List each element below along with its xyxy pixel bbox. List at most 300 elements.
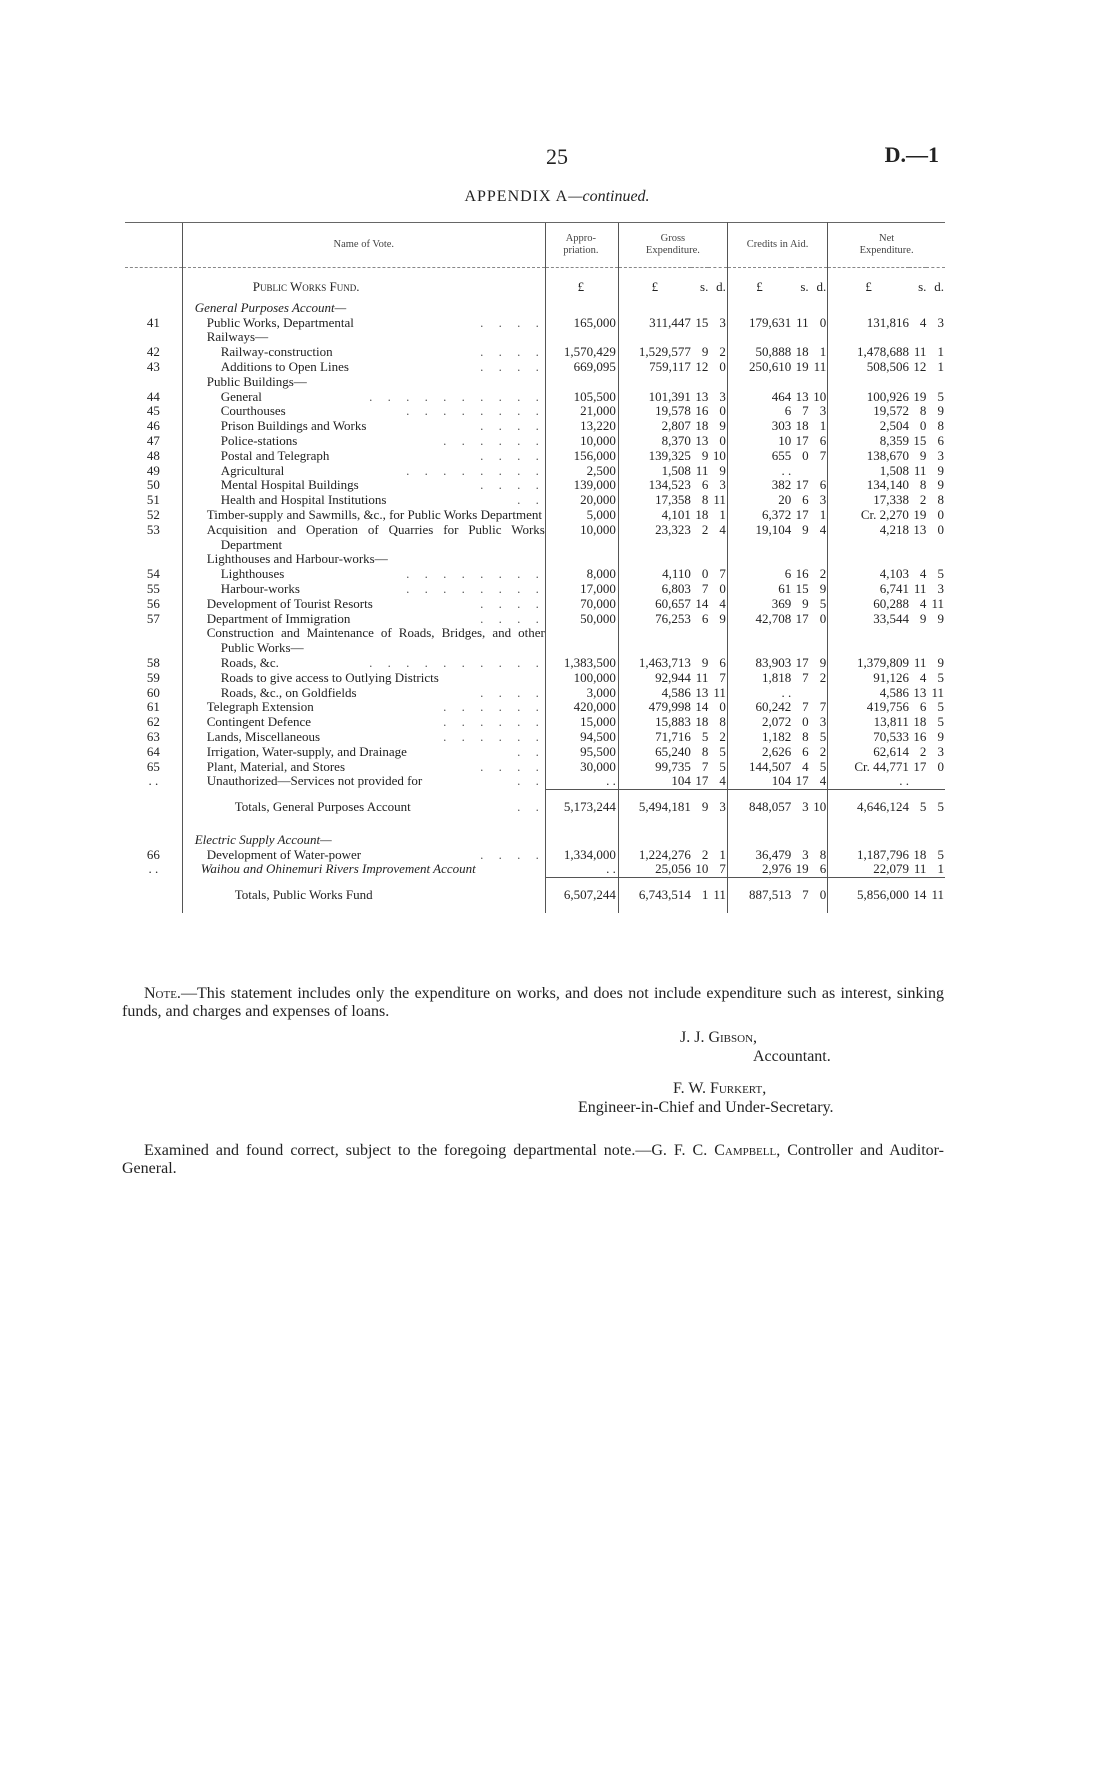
empty-cell bbox=[791, 626, 808, 656]
empty-cell bbox=[791, 301, 808, 316]
table-row bbox=[125, 330, 945, 345]
net-pounds-cell: 1,379,809 bbox=[856, 654, 909, 670]
net-shillings-cell: 11 bbox=[913, 580, 927, 596]
credits-pounds-cell: 20 bbox=[778, 492, 792, 508]
col-header-appropriation: Appro- priation. bbox=[545, 223, 618, 268]
empty-cell bbox=[708, 825, 727, 848]
leader-dots: . . . . . . bbox=[443, 714, 545, 730]
empty-cell bbox=[691, 330, 708, 345]
net-pence-cell: 9 bbox=[937, 610, 944, 626]
table-row bbox=[125, 552, 945, 567]
net-pence-cell: 5 bbox=[926, 790, 945, 825]
vote-name: Waihou and Ohinemuri Rivers Improvement Account bbox=[200, 861, 476, 877]
net-pence-cell: 9 bbox=[937, 654, 944, 670]
gross-shillings-cell: 18 bbox=[695, 714, 709, 730]
net-pence-cell: 0 bbox=[937, 521, 944, 537]
vote-name: Public Buildings— bbox=[206, 373, 307, 389]
vote-name: Development of Tourist Resorts bbox=[206, 595, 373, 611]
table-row bbox=[125, 567, 945, 582]
gross-pounds-cell: 104 bbox=[618, 774, 691, 789]
credits-pounds-cell: . . bbox=[781, 462, 792, 478]
unit-label: d. bbox=[934, 279, 944, 294]
gross-pence-cell: 7 bbox=[708, 567, 727, 582]
credits-shillings-cell: 6 bbox=[802, 743, 809, 759]
net-pence-cell: 11 bbox=[931, 684, 944, 700]
credits-pence-cell: 4 bbox=[809, 774, 828, 789]
leader-dots: . . . . . . . . . . bbox=[369, 654, 545, 670]
electric-account-title: Electric Supply Account— bbox=[194, 831, 332, 847]
net-pence-cell: 5 bbox=[937, 699, 944, 715]
credits-pence-cell bbox=[809, 464, 828, 479]
credits-pounds-cell: 60,242 bbox=[755, 699, 792, 715]
vote-name: Construction and Maintenance of Roads, Bridges, and other Public Works— bbox=[206, 625, 545, 656]
vote-name-cell bbox=[182, 686, 545, 701]
gross-pence-cell: 2 bbox=[708, 730, 727, 745]
empty-cell bbox=[791, 825, 808, 848]
credits-pence-cell: 8 bbox=[809, 848, 828, 863]
vote-name: Railway-construction bbox=[220, 344, 333, 360]
credits-shillings-cell: 7 bbox=[791, 878, 808, 913]
vote-name-cell bbox=[182, 626, 545, 656]
empty-cell bbox=[828, 626, 909, 656]
gross-pounds-cell: 2,807 bbox=[618, 419, 691, 434]
gross-pounds-cell: 6,743,514 bbox=[618, 878, 691, 913]
gross-shillings-cell: 9 bbox=[691, 790, 708, 825]
net-shillings-cell: 13 bbox=[913, 684, 927, 700]
credits-shillings-cell bbox=[791, 686, 808, 701]
net-shillings-cell: 4 bbox=[919, 595, 927, 611]
gross-pence-cell: 4 bbox=[708, 597, 727, 612]
vote-number bbox=[125, 552, 182, 567]
net-pounds-cell: 8,359 bbox=[879, 432, 909, 448]
gross-pence-cell: 4 bbox=[708, 523, 727, 553]
credits-shillings-cell: 18 bbox=[795, 418, 809, 434]
credits-pounds-cell: 83,903 bbox=[755, 654, 792, 670]
table-row bbox=[125, 745, 945, 760]
credits-pence-cell: 6 bbox=[809, 434, 828, 449]
credits-pence-cell: 7 bbox=[809, 449, 828, 464]
credits-shillings-cell: 9 bbox=[802, 521, 809, 537]
leader-dots: . . . . bbox=[480, 418, 545, 434]
unit-label: s. bbox=[800, 279, 809, 294]
credits-pence-cell: 5 bbox=[809, 760, 828, 775]
vote-name-cell bbox=[182, 464, 545, 479]
appropriation-cell: 70,000 bbox=[545, 597, 618, 612]
vote-name-cell bbox=[182, 567, 545, 582]
gross-shillings-cell: 16 bbox=[695, 403, 709, 419]
gross-pounds-cell: 92,944 bbox=[618, 671, 691, 686]
leader-dots: . . . . bbox=[480, 344, 545, 360]
net-shillings-cell: 11 bbox=[913, 344, 927, 360]
net-shillings-cell: 4 bbox=[919, 314, 927, 330]
gross-pounds-cell: 479,998 bbox=[618, 700, 691, 715]
appendix-title: APPENDIX A—continued. bbox=[464, 188, 650, 205]
vote-number: 46 bbox=[146, 418, 160, 434]
net-pence-cell: 3 bbox=[937, 447, 944, 463]
gross-pounds-cell: 134,523 bbox=[618, 478, 691, 493]
gross-shillings-cell: 8 bbox=[701, 743, 709, 759]
net-shillings-cell: 19 bbox=[913, 506, 927, 522]
leader-dots: . . . . bbox=[480, 595, 545, 611]
vote-name: Agricultural bbox=[220, 462, 285, 478]
vote-name-cell bbox=[182, 360, 545, 375]
empty-cell bbox=[809, 375, 828, 390]
unit-pound: £ bbox=[545, 268, 618, 301]
table-row bbox=[125, 449, 945, 464]
totals-general-row bbox=[125, 790, 945, 825]
net-pence-cell: 5 bbox=[937, 669, 944, 685]
net-pounds-cell: 134,140 bbox=[866, 477, 909, 493]
empty-cell bbox=[691, 626, 708, 656]
empty-cell bbox=[727, 330, 791, 345]
net-shillings-cell: 12 bbox=[913, 358, 927, 374]
unit-label: d. bbox=[708, 268, 727, 301]
leader-dots: . . . . bbox=[480, 314, 545, 330]
net-shillings-cell: 18 bbox=[913, 714, 927, 730]
appropriation-cell: 2,500 bbox=[545, 464, 618, 479]
col-header-net: Net Expenditure. bbox=[828, 223, 945, 268]
gross-shillings-cell: 13 bbox=[695, 388, 709, 404]
vote-number bbox=[125, 330, 182, 345]
appropriation-cell bbox=[545, 375, 618, 390]
vote-number: 58 bbox=[146, 654, 160, 670]
vote-name-cell bbox=[182, 316, 545, 331]
empty-cell bbox=[708, 375, 727, 390]
gross-shillings-cell: 2 bbox=[701, 521, 709, 537]
gross-shillings-cell: 6 bbox=[701, 477, 709, 493]
vote-number: 53 bbox=[146, 521, 160, 537]
appropriation-cell: 10,000 bbox=[545, 434, 618, 449]
appropriation-cell: 1,570,429 bbox=[545, 345, 618, 360]
empty-cell bbox=[708, 626, 727, 656]
gross-shillings-cell: 17 bbox=[695, 773, 709, 789]
note-lead: Note. bbox=[144, 985, 181, 1002]
credits-shillings-cell: 3 bbox=[791, 790, 808, 825]
empty-cell bbox=[708, 552, 727, 567]
net-pounds-cell: 5,856,000 bbox=[828, 878, 909, 913]
gross-pence-cell: 11 bbox=[708, 878, 727, 913]
credits-shillings-cell: 17 bbox=[795, 432, 809, 448]
empty-cell bbox=[618, 301, 691, 316]
credits-shillings-cell: 17 bbox=[795, 773, 809, 789]
vote-name: Mental Hospital Buildings bbox=[220, 477, 359, 493]
credits-pence-cell: 11 bbox=[809, 360, 828, 375]
vote-number: 66 bbox=[146, 846, 160, 862]
gross-shillings-cell: 9 bbox=[701, 447, 709, 463]
credits-pence-cell: 3 bbox=[809, 715, 828, 730]
vote-number: 51 bbox=[146, 492, 160, 508]
appropriation-cell: 50,000 bbox=[545, 612, 618, 627]
gross-shillings-cell: 12 bbox=[695, 358, 709, 374]
net-pence-cell: 1 bbox=[937, 358, 944, 374]
gross-pence-cell: 5 bbox=[708, 745, 727, 760]
total-label: Totals, General Purposes Account bbox=[234, 798, 411, 814]
unit-label: £ bbox=[618, 268, 691, 301]
net-pounds-cell: 4,586 bbox=[879, 684, 909, 700]
gross-shillings-cell: 7 bbox=[701, 580, 709, 596]
gross-pounds-cell: 60,657 bbox=[618, 597, 691, 612]
credits-pounds-cell: 887,513 bbox=[727, 878, 791, 913]
empty-cell bbox=[618, 626, 691, 656]
credits-pounds-cell: 848,057 bbox=[727, 790, 791, 825]
empty-cell bbox=[909, 301, 926, 316]
fund-title: Public Works Fund. bbox=[252, 279, 360, 294]
gross-pounds-cell: 65,240 bbox=[618, 745, 691, 760]
gross-pence-cell: 6 bbox=[708, 656, 727, 671]
gross-pounds-cell: 25,056 bbox=[618, 862, 691, 877]
net-shillings-cell: 4 bbox=[919, 566, 927, 582]
vote-name: Contingent Defence bbox=[206, 714, 312, 730]
vote-name: Roads, &c., on Goldfields bbox=[220, 684, 357, 700]
net-pounds-cell: Cr. 44,771 bbox=[854, 758, 909, 774]
gross-pounds-cell: 6,803 bbox=[618, 582, 691, 597]
credits-pence-cell: 2 bbox=[809, 671, 828, 686]
credits-pounds-cell: 655 bbox=[771, 447, 792, 463]
empty-cell bbox=[909, 552, 926, 567]
gross-pounds-cell: 1,463,713 bbox=[618, 656, 691, 671]
net-pence-cell: 6 bbox=[937, 432, 944, 448]
vote-name-cell bbox=[182, 597, 545, 612]
net-shillings-cell: 16 bbox=[913, 728, 927, 744]
gross-pence-cell: 0 bbox=[708, 404, 727, 419]
empty-cell bbox=[691, 375, 708, 390]
net-shillings-cell: 0 bbox=[919, 418, 927, 434]
credits-pence-cell: 2 bbox=[809, 745, 828, 760]
net-pounds-cell: 13,811 bbox=[873, 714, 909, 730]
table-row bbox=[125, 700, 945, 715]
vote-name: Unauthorized—Services not provided for bbox=[206, 773, 423, 789]
empty-cell bbox=[828, 301, 909, 316]
credits-shillings-cell: 0 bbox=[802, 447, 809, 463]
vote-name-cell bbox=[182, 478, 545, 493]
vote-name-cell bbox=[182, 330, 545, 345]
credits-shillings-cell: 13 bbox=[795, 388, 809, 404]
page-number: 25 bbox=[546, 144, 568, 169]
table-row bbox=[125, 508, 945, 523]
gross-shillings-cell: 5 bbox=[701, 728, 709, 744]
credits-pence-cell: 9 bbox=[809, 656, 828, 671]
empty-cell bbox=[618, 330, 691, 345]
credits-pence-cell: 0 bbox=[809, 878, 828, 913]
gross-pence-cell: 0 bbox=[708, 434, 727, 449]
empty-cell bbox=[727, 375, 791, 390]
vote-number bbox=[125, 626, 182, 656]
net-shillings-cell: 8 bbox=[919, 403, 927, 419]
gross-pounds-cell: 8,370 bbox=[618, 434, 691, 449]
credits-shillings-cell: 7 bbox=[802, 403, 809, 419]
empty-cell bbox=[791, 552, 808, 567]
net-pounds-cell: 419,756 bbox=[866, 699, 909, 715]
credits-pounds-cell: 42,708 bbox=[755, 610, 792, 626]
gross-shillings-cell: 1 bbox=[691, 878, 708, 913]
unit-label: s. bbox=[700, 279, 709, 294]
net-pounds-cell: 19,572 bbox=[873, 403, 909, 419]
credits-shillings-cell: 7 bbox=[802, 699, 809, 715]
net-pence-cell: 0 bbox=[937, 758, 944, 774]
net-pounds-cell: 138,670 bbox=[866, 447, 909, 463]
note-text: —This statement includes only the expenditure on works, and does not include expenditure such as interest, sinking funds, and charges and expenses of loans. bbox=[122, 985, 944, 1020]
credits-pounds-cell: 6 bbox=[784, 403, 792, 419]
credits-shillings-cell: 15 bbox=[795, 580, 809, 596]
net-shillings-cell: 2 bbox=[919, 743, 927, 759]
vote-number: 48 bbox=[146, 447, 160, 463]
net-pounds-cell: 1,508 bbox=[879, 462, 909, 478]
credits-pence-cell: 0 bbox=[809, 316, 828, 331]
net-pence-cell: 0 bbox=[937, 506, 944, 522]
credits-pounds-cell: 464 bbox=[771, 388, 792, 404]
table-row bbox=[125, 760, 945, 775]
credits-pounds-cell: 61 bbox=[778, 580, 792, 596]
appropriation-cell: 30,000 bbox=[545, 760, 618, 775]
net-pounds-cell: Cr. 2,270 bbox=[860, 506, 909, 522]
net-pounds-cell: 2,504 bbox=[879, 418, 909, 434]
gross-pounds-cell: 4,101 bbox=[618, 508, 691, 523]
account-title-row bbox=[125, 301, 945, 316]
vote-name: Public Works, Departmental bbox=[206, 314, 354, 330]
credits-pence-cell: 1 bbox=[809, 419, 828, 434]
net-shillings-cell: 13 bbox=[913, 521, 927, 537]
appropriation-cell bbox=[545, 552, 618, 567]
vote-name-cell bbox=[182, 730, 545, 745]
credits-pence-cell: 10 bbox=[809, 390, 828, 405]
net-pence-cell: 3 bbox=[937, 743, 944, 759]
net-pence-cell: 9 bbox=[937, 403, 944, 419]
auditor-name: Campbell, bbox=[714, 1142, 781, 1159]
appropriation-cell: 8,000 bbox=[545, 567, 618, 582]
gross-shillings-cell: 13 bbox=[695, 684, 709, 700]
leader-dots: . . . . . . . . bbox=[406, 403, 545, 419]
credits-pence-cell: 0 bbox=[809, 612, 828, 627]
credits-pounds-cell: . . bbox=[781, 684, 792, 700]
leader-dots: . . bbox=[517, 798, 545, 814]
gross-shillings-cell: 0 bbox=[701, 566, 709, 582]
gross-shillings-cell: 7 bbox=[701, 758, 709, 774]
appropriation-cell: 17,000 bbox=[545, 582, 618, 597]
net-shillings-cell: 19 bbox=[913, 388, 927, 404]
appropriation-cell: 10,000 bbox=[545, 523, 618, 553]
gross-pounds-cell: 17,358 bbox=[618, 493, 691, 508]
empty-cell bbox=[727, 626, 791, 656]
gross-shillings-cell: 11 bbox=[695, 669, 709, 685]
net-pence-cell: 5 bbox=[937, 388, 944, 404]
table-row bbox=[125, 345, 945, 360]
vote-number: 49 bbox=[146, 462, 160, 478]
empty-cell bbox=[809, 552, 828, 567]
leader-dots: . . . . . . . . . . bbox=[369, 388, 545, 404]
gross-shillings-cell: 6 bbox=[701, 610, 709, 626]
credits-pence-cell: 1 bbox=[809, 508, 828, 523]
empty-cell bbox=[926, 375, 945, 390]
credits-pence-cell: 5 bbox=[809, 730, 828, 745]
empty-cell bbox=[926, 825, 945, 848]
empty-cell bbox=[791, 330, 808, 345]
note-paragraph bbox=[122, 985, 944, 1021]
table-row bbox=[125, 862, 945, 877]
vote-name-cell bbox=[182, 656, 545, 671]
leader-dots: . . . . . . bbox=[443, 728, 545, 744]
gross-pounds-cell: 19,578 bbox=[618, 404, 691, 419]
appropriation-cell: 13,220 bbox=[545, 419, 618, 434]
net-shillings-cell: 2 bbox=[919, 492, 927, 508]
net-shillings-cell: 9 bbox=[919, 610, 927, 626]
gross-pence-cell: 3 bbox=[708, 790, 727, 825]
empty-cell bbox=[791, 375, 808, 390]
appropriation-cell: 100,000 bbox=[545, 671, 618, 686]
leader-dots: . . . . . . . . bbox=[406, 462, 545, 478]
net-pence-cell: 8 bbox=[937, 492, 944, 508]
leader-dots: . . . . . . . . bbox=[406, 566, 545, 582]
appropriation-cell: 1,383,500 bbox=[545, 656, 618, 671]
gross-pounds-cell: 4,586 bbox=[618, 686, 691, 701]
vote-number: 59 bbox=[146, 669, 160, 685]
gross-pounds-cell: 101,391 bbox=[618, 390, 691, 405]
vote-number: 47 bbox=[146, 432, 160, 448]
appropriation-cell bbox=[545, 301, 618, 316]
net-pence-cell: 5 bbox=[937, 846, 944, 862]
empty-cell bbox=[727, 301, 791, 316]
leader-dots: . . . . bbox=[480, 758, 545, 774]
net-pence-cell: 9 bbox=[937, 462, 944, 478]
vote-number: 65 bbox=[146, 758, 160, 774]
net-shillings-cell bbox=[909, 774, 926, 789]
unit-label: £ bbox=[756, 279, 763, 294]
vote-name-cell bbox=[182, 404, 545, 419]
vote-number: 55 bbox=[146, 580, 160, 596]
vote-name-cell bbox=[182, 493, 545, 508]
appropriation-cell: 1,334,000 bbox=[545, 848, 618, 863]
net-pence-cell bbox=[926, 774, 945, 789]
gross-shillings-cell: 8 bbox=[701, 492, 709, 508]
vote-number: 64 bbox=[146, 743, 160, 759]
appropriation-cell bbox=[545, 626, 618, 656]
empty-cell bbox=[926, 301, 945, 316]
vote-number: 52 bbox=[146, 506, 160, 522]
table-row bbox=[125, 597, 945, 612]
credits-pence-cell: 7 bbox=[809, 700, 828, 715]
credits-pounds-cell: 6,372 bbox=[761, 506, 792, 522]
vote-name-cell bbox=[182, 375, 545, 390]
gross-shillings-cell: 11 bbox=[695, 462, 709, 478]
credits-pounds-cell: 104 bbox=[771, 773, 792, 789]
appropriation-cell: . . bbox=[545, 862, 618, 877]
vote-name-cell bbox=[182, 390, 545, 405]
vote-name: Plant, Material, and Stores bbox=[206, 758, 346, 774]
credits-shillings-cell: 7 bbox=[802, 669, 809, 685]
net-pounds-cell: . . bbox=[899, 773, 909, 789]
gross-shillings-cell: 18 bbox=[695, 418, 709, 434]
credits-pounds-cell: 2,976 bbox=[761, 861, 792, 877]
vote-name: Postal and Telegraph bbox=[220, 447, 330, 463]
vote-number: 44 bbox=[146, 388, 160, 404]
gross-shillings-cell: 18 bbox=[695, 506, 709, 522]
vote-name-cell bbox=[182, 760, 545, 775]
credits-pounds-cell: 250,610 bbox=[748, 358, 792, 374]
gross-pence-cell: 11 bbox=[708, 493, 727, 508]
appropriation-cell: . . bbox=[545, 774, 618, 789]
gross-pence-cell: 3 bbox=[708, 478, 727, 493]
credits-shillings-cell: 3 bbox=[802, 846, 809, 862]
vote-name: Courthouses bbox=[220, 403, 286, 419]
gross-pounds-cell: 4,110 bbox=[618, 567, 691, 582]
credits-pence-cell bbox=[809, 686, 828, 701]
empty-cell bbox=[909, 330, 926, 345]
net-pence-cell: 8 bbox=[937, 418, 944, 434]
credits-pounds-cell: 1,818 bbox=[761, 669, 792, 685]
credits-pounds-cell: 144,507 bbox=[748, 758, 792, 774]
vote-name-cell bbox=[182, 715, 545, 730]
empty-cell bbox=[909, 375, 926, 390]
vote-number: 62 bbox=[146, 714, 160, 730]
